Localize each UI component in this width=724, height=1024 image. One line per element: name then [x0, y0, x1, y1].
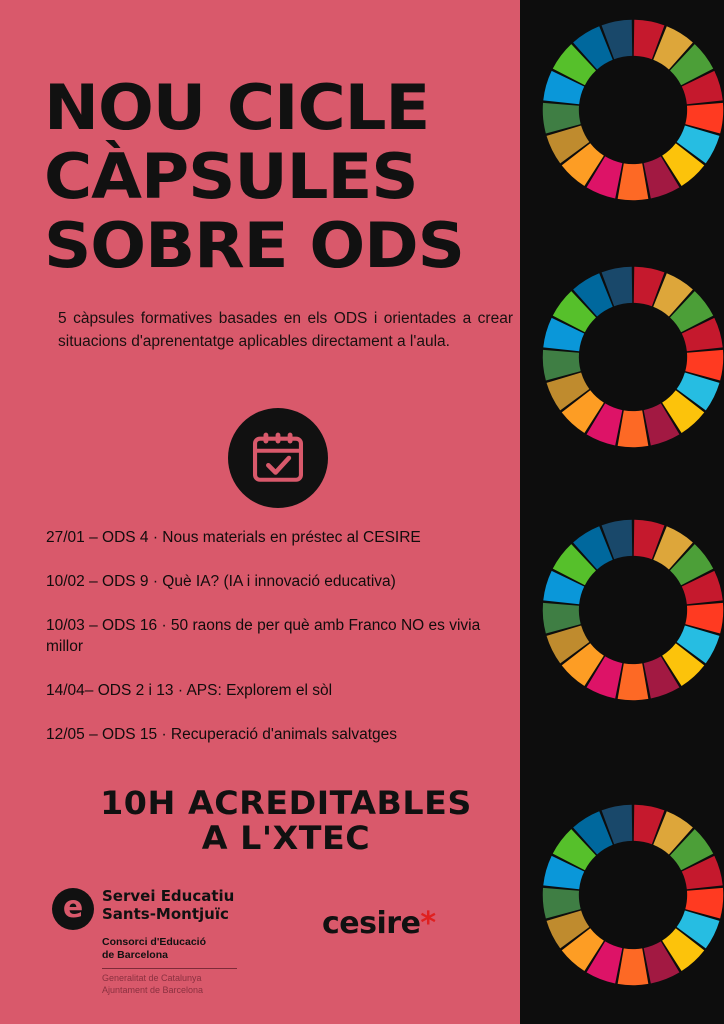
- title-line-3: SOBRE ODS: [44, 208, 464, 282]
- sdg-wheel: [538, 800, 724, 990]
- sdg-wheel: [538, 262, 724, 452]
- calendar-icon-wrapper: [228, 408, 328, 508]
- servei-title-line-2: Sants-Montjuïc: [102, 904, 229, 923]
- accreditation-line-1: 10H ACREDITABLES: [100, 784, 472, 822]
- calendar-check-icon: [228, 408, 328, 508]
- consorci-line-2: de Barcelona: [102, 949, 168, 962]
- sdg-wheel: [538, 515, 724, 705]
- institution-line-2: Ajuntament de Barcelona: [102, 984, 204, 995]
- servei-e-mark: e: [52, 888, 94, 930]
- accreditation-line-2: A L'XTEC: [201, 818, 371, 857]
- accreditation-note: [86, 786, 486, 855]
- list-item: 14/04– ODS 2 i 13 · APS: Explorem el sòl: [46, 681, 333, 699]
- page-title: [44, 71, 524, 282]
- title-line-1: NOU CICLE: [44, 71, 430, 144]
- title-line-2: CÀPSULES: [44, 139, 418, 213]
- intro-paragraph: 5 càpsules formatives basades en els ODS i orientades a crear situacions d'aprenentatge aplicables directament a l'aula.: [58, 310, 513, 350]
- cesire-logo: [322, 906, 436, 941]
- list-item: 10/02 – ODS 9 · Què IA? (IA i innovació educativa): [46, 572, 396, 590]
- session-list: [46, 528, 516, 769]
- cesire-star-icon: *: [420, 906, 436, 941]
- institution-line-1: Generalitat de Catalunya: [102, 973, 202, 984]
- servei-title-line-1: Servei Educatiu: [102, 887, 235, 905]
- consorci-line-1: Consorci d'Educació: [102, 936, 207, 948]
- sdg-wheel: [538, 15, 724, 205]
- list-item: 12/05 – ODS 15 · Recuperació d'animals salvatges: [46, 725, 398, 743]
- cesire-label: cesire: [322, 906, 421, 941]
- list-item: 10/03 – ODS 16 · 50 raons de per què amb Franco NO es vivia millor: [46, 616, 481, 655]
- list-item: 27/01 – ODS 4 · Nous materials en préstec al CESIRE: [46, 529, 421, 546]
- divider: [102, 968, 237, 969]
- servei-educatiu-logo: [52, 888, 292, 997]
